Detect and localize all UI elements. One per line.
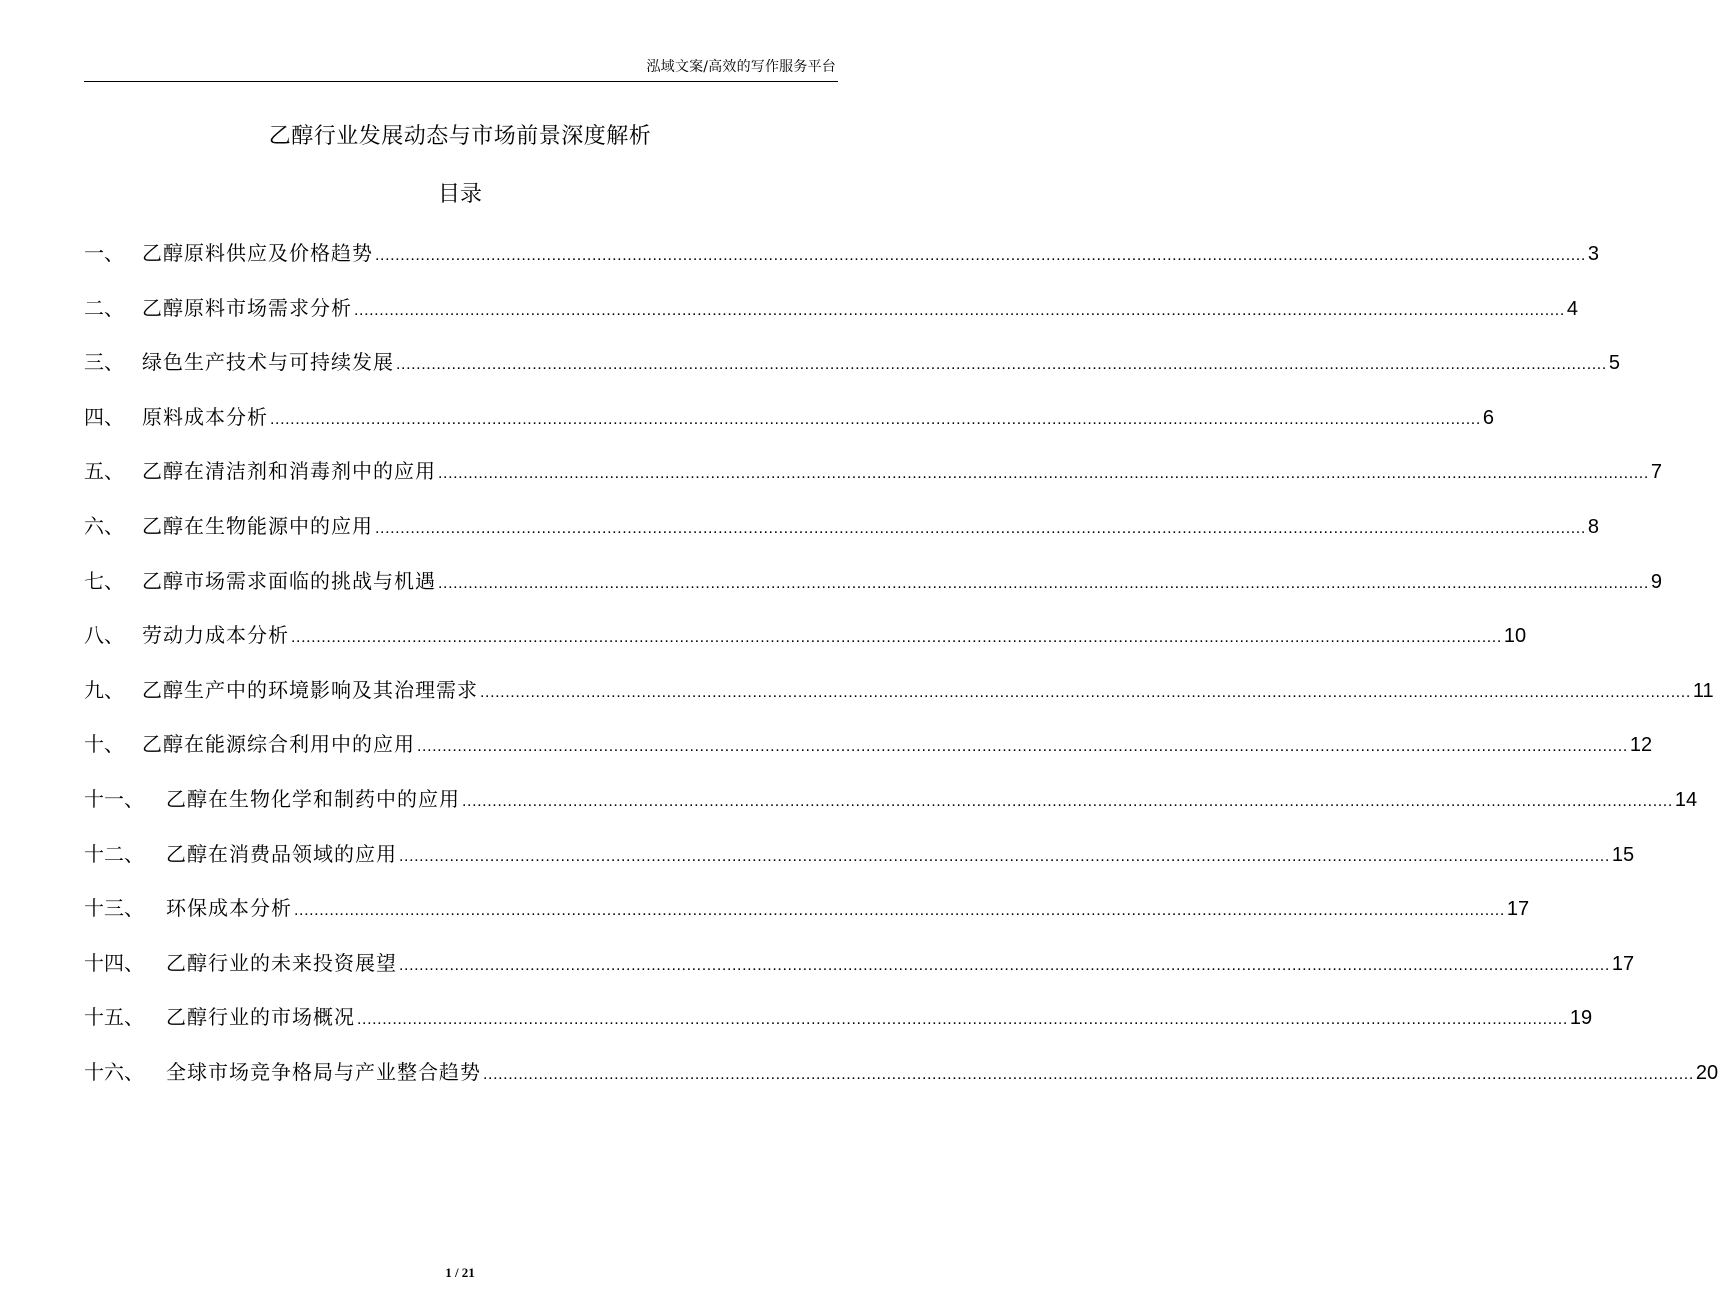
toc-dot-leader: ................................................................................................................................................................................................................................................ — [291, 629, 1502, 647]
toc-entry-title: 劳动力成本分析 — [142, 623, 289, 648]
toc-entry-page: 11 — [1692, 679, 1714, 702]
toc-entry-title: 乙醇在能源综合利用中的应用 — [142, 732, 415, 757]
toc-entry-page: 3 — [1587, 243, 1599, 265]
toc-entry-page: 12 — [1629, 734, 1653, 757]
toc-entry-title: 乙醇在生物化学和制药中的应用 — [166, 786, 460, 811]
toc-entry[interactable] — [84, 453, 1662, 508]
toc-entry-title: 乙醇在清洁剂和消毒剂中的应用 — [142, 459, 436, 484]
toc-entry-number: 十一、 — [84, 786, 144, 811]
toc-dot-leader: ................................................................................................................................................................................................................................................ — [396, 356, 1607, 374]
document-title: 乙醇行业发展动态与市场前景深度解析 — [268, 124, 652, 149]
toc-entry-page: 19 — [1569, 1007, 1593, 1030]
toc-entry-title: 乙醇市场需求面临的挑战与机遇 — [142, 568, 436, 593]
toc-entry-page: 14 — [1674, 788, 1698, 811]
toc-dot-leader: ................................................................................................................................................................................................................................................ — [294, 902, 1505, 920]
toc-entry-title: 乙醇在生物能源中的应用 — [142, 513, 373, 538]
toc-entry-page: 8 — [1587, 515, 1599, 538]
toc-entry-title: 环保成本分析 — [166, 896, 292, 921]
toc-entry-number: 十六、 — [84, 1059, 144, 1084]
toc-entry[interactable] — [84, 235, 1599, 290]
toc-entry-number: 十四、 — [84, 950, 144, 975]
toc-dot-leader: ................................................................................................................................................................................................................................................ — [438, 465, 1649, 483]
toc-dot-leader: ................................................................................................................................................................................................................................................ — [270, 410, 1481, 428]
toc-entry-title: 全球市场竞争格局与产业整合趋势 — [166, 1059, 481, 1084]
toc-entry-title: 乙醇生产中的环境影响及其治理需求 — [142, 677, 478, 702]
toc-dot-leader: ................................................................................................................................................................................................................................................ — [375, 247, 1586, 264]
toc-dot-leader: ................................................................................................................................................................................................................................................ — [399, 956, 1610, 974]
toc-entry-page: 4 — [1566, 297, 1578, 320]
toc-entry-number: 七、 — [84, 568, 124, 593]
toc-entry-number: 八、 — [84, 623, 124, 648]
toc-entry-page: 5 — [1608, 352, 1620, 375]
toc-dot-leader: ................................................................................................................................................................................................................................................ — [399, 847, 1610, 865]
toc-entry[interactable] — [84, 781, 1698, 836]
toc-entry-title: 原料成本分析 — [142, 404, 268, 429]
toc-entry[interactable] — [84, 890, 1530, 945]
toc-entry[interactable] — [84, 672, 1714, 727]
toc-entry[interactable] — [84, 999, 1593, 1054]
toc-dot-leader: ................................................................................................................................................................................................................................................ — [357, 1011, 1568, 1029]
toc-entry-number: 十三、 — [84, 896, 144, 921]
toc-entry[interactable] — [84, 945, 1635, 1000]
toc-entry-title: 乙醇在消费品领域的应用 — [166, 841, 397, 866]
toc-entry-number: 十二、 — [84, 841, 144, 866]
toc-entry[interactable] — [84, 836, 1635, 891]
toc-entry[interactable] — [84, 1054, 1718, 1109]
toc-dot-leader: ................................................................................................................................................................................................................................................ — [354, 301, 1565, 319]
toc-entry-page: 17 — [1611, 952, 1635, 975]
toc-entry-title: 绿色生产技术与可持续发展 — [142, 350, 394, 375]
toc-entry-title: 乙醇行业的未来投资展望 — [166, 950, 397, 975]
toc-entry-page: 9 — [1650, 570, 1662, 593]
toc-entry-page: 20 — [1695, 1061, 1718, 1084]
toc-entry-number: 六、 — [84, 513, 124, 538]
toc-entry-number: 三、 — [84, 350, 124, 375]
toc-entry-page: 17 — [1506, 898, 1530, 921]
toc-dot-leader: ................................................................................................................................................................................................................................................ — [462, 792, 1673, 810]
page-number: 1 / 21 — [445, 1265, 475, 1280]
toc-entry[interactable] — [84, 617, 1527, 672]
toc-entry-title: 乙醇原料供应及价格趋势 — [142, 241, 373, 265]
toc-entry-page: 15 — [1611, 843, 1635, 866]
toc-entry-page: 10 — [1503, 625, 1527, 648]
toc-entry-number: 十、 — [84, 732, 124, 757]
toc-dot-leader: ................................................................................................................................................................................................................................................ — [480, 683, 1691, 701]
toc-dot-leader: ................................................................................................................................................................................................................................................ — [483, 1065, 1694, 1083]
toc-entry[interactable] — [84, 290, 1578, 345]
toc-entry[interactable] — [84, 726, 1653, 781]
toc-entry[interactable] — [84, 344, 1620, 399]
header-note: 泓域文案/高效的写作服务平台 — [646, 59, 836, 75]
toc-entry[interactable] — [84, 508, 1599, 563]
toc-entry-number: 四、 — [84, 404, 124, 429]
toc-entry-title: 乙醇原料市场需求分析 — [142, 295, 352, 320]
toc-entry-title: 乙醇行业的市场概况 — [166, 1005, 355, 1030]
toc-dot-leader: ................................................................................................................................................................................................................................................ — [375, 519, 1586, 537]
toc-dot-leader: ................................................................................................................................................................................................................................................ — [438, 574, 1649, 592]
table-of-contents — [84, 235, 1718, 1109]
toc-entry[interactable] — [84, 399, 1494, 454]
header-divider — [84, 81, 838, 82]
toc-entry[interactable] — [84, 563, 1662, 618]
toc-entry-page: 7 — [1650, 461, 1662, 484]
toc-entry-number: 九、 — [84, 677, 124, 702]
toc-entry-number: 五、 — [84, 459, 124, 484]
toc-entry-page: 6 — [1482, 406, 1494, 429]
toc-entry-number: 十五、 — [84, 1005, 144, 1030]
toc-heading: 目录 — [437, 182, 482, 207]
toc-entry-number: 一、 — [84, 241, 124, 265]
toc-entry-number: 二、 — [84, 295, 124, 320]
toc-dot-leader: ................................................................................................................................................................................................................................................ — [417, 738, 1628, 756]
